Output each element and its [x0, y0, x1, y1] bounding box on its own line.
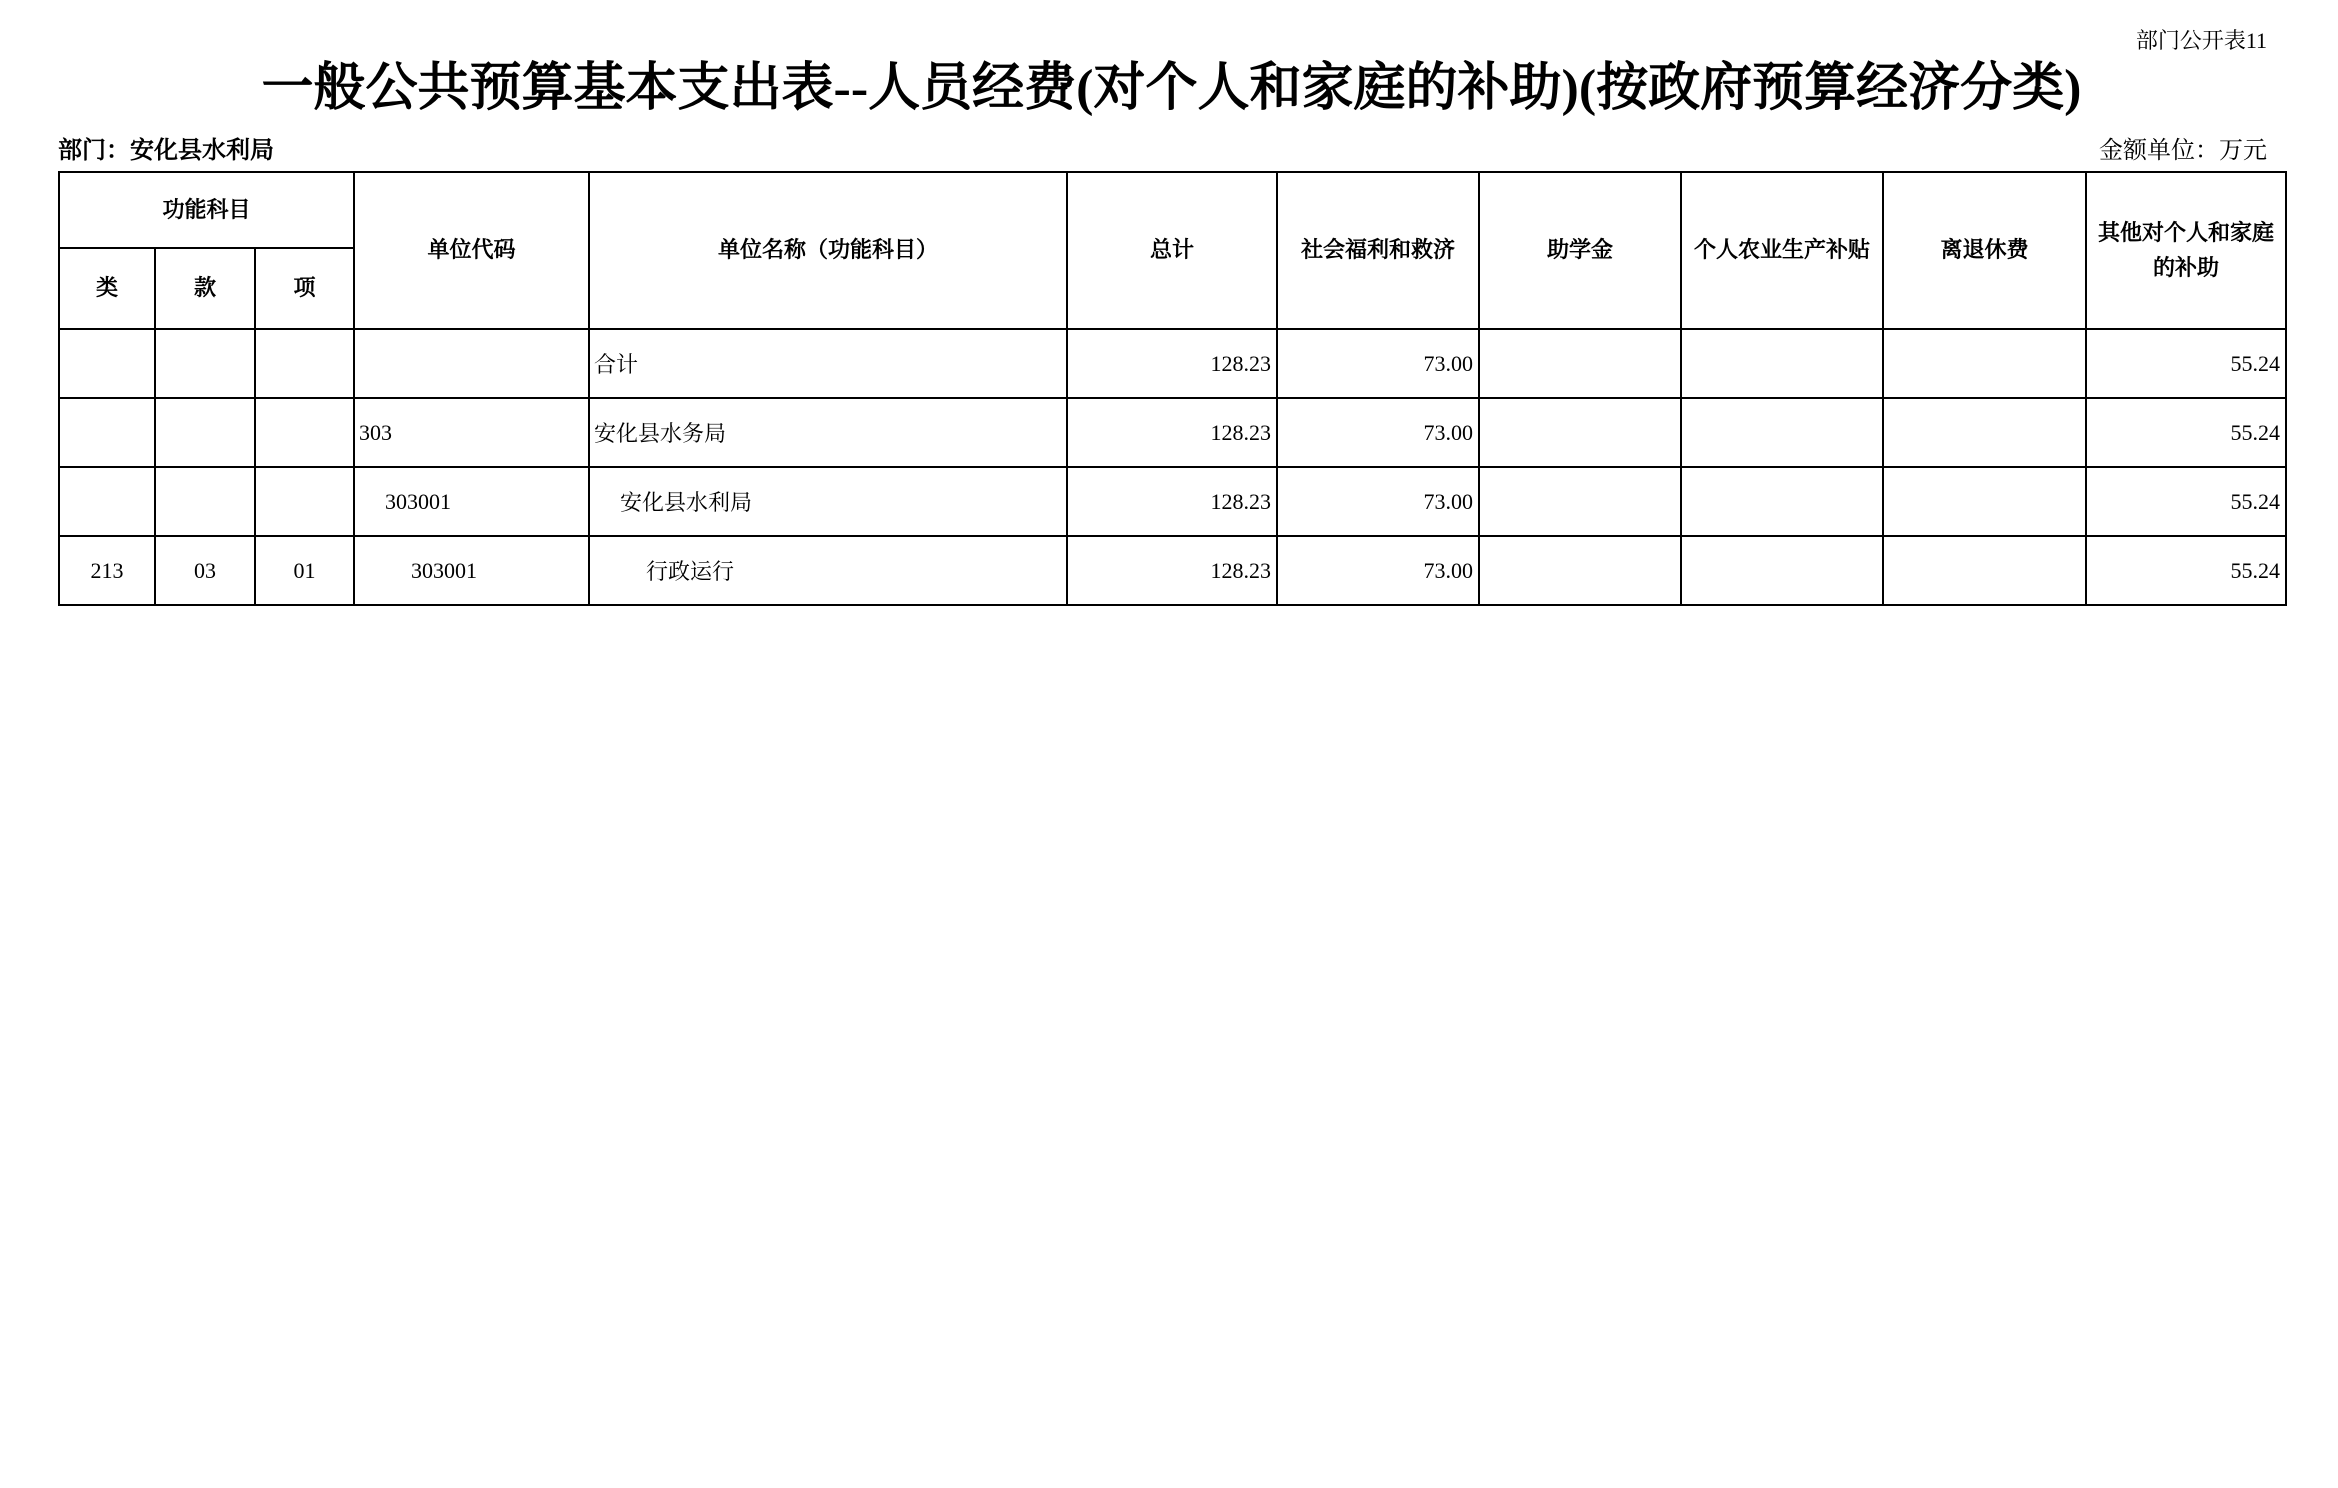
cell-item — [255, 398, 354, 467]
cell-unit-code: 303001 — [354, 467, 589, 536]
meta-row — [58, 130, 2285, 165]
cell-section — [155, 467, 255, 536]
header-unit-code: 单位代码 — [354, 172, 589, 329]
cell-unit-name: 安化县水务局 — [589, 398, 1067, 467]
header-other-subsidy: 其他对个人和家庭的补助 — [2086, 172, 2286, 329]
cell-social-welfare: 73.00 — [1277, 398, 1479, 467]
cell-retirement — [1883, 536, 2086, 605]
department-label: 部门：安化县水利局 — [58, 138, 274, 164]
table-row — [59, 398, 2286, 467]
cell-social-welfare: 73.00 — [1277, 467, 1479, 536]
amount-unit-label: 金额单位：万元 — [2099, 138, 2267, 164]
cell-total: 128.23 — [1067, 467, 1277, 536]
cell-scholarship — [1479, 398, 1681, 467]
cell-unit-code: 303001 — [354, 536, 589, 605]
header-agriculture-subsidy: 个人农业生产补贴 — [1681, 172, 1883, 329]
cell-retirement — [1883, 329, 2086, 398]
header-function-subject: 功能科目 — [59, 172, 354, 248]
cell-category — [59, 329, 155, 398]
cell-unit-name: 安化县水利局 — [589, 467, 1067, 536]
cell-unit-name: 行政运行 — [589, 536, 1067, 605]
table-row — [59, 467, 2286, 536]
cell-section — [155, 329, 255, 398]
cell-section: 03 — [155, 536, 255, 605]
header-category: 类 — [59, 248, 155, 329]
cell-social-welfare: 73.00 — [1277, 329, 1479, 398]
header-total: 总计 — [1067, 172, 1277, 329]
cell-category — [59, 467, 155, 536]
cell-retirement — [1883, 398, 2086, 467]
cell-other-subsidy: 55.24 — [2086, 398, 2286, 467]
table-row — [59, 536, 2286, 605]
cell-other-subsidy: 55.24 — [2086, 536, 2286, 605]
budget-table — [58, 171, 2287, 606]
cell-item — [255, 467, 354, 536]
header-scholarship: 助学金 — [1479, 172, 1681, 329]
page-title: 一般公共预算基本支出表--人员经费(对个人和家庭的补助)(按政府预算经济分类) — [261, 60, 2082, 117]
cell-total: 128.23 — [1067, 329, 1277, 398]
table-row-total — [59, 329, 2286, 398]
cell-retirement — [1883, 467, 2086, 536]
cell-agriculture-subsidy — [1681, 398, 1883, 467]
header-social-welfare: 社会福利和救济 — [1277, 172, 1479, 329]
header-section: 款 — [155, 248, 255, 329]
cell-scholarship — [1479, 329, 1681, 398]
cell-scholarship — [1479, 536, 1681, 605]
cell-category: 213 — [59, 536, 155, 605]
cell-social-welfare: 73.00 — [1277, 536, 1479, 605]
cell-other-subsidy: 55.24 — [2086, 329, 2286, 398]
budget-sheet — [0, 0, 2338, 606]
cell-other-subsidy: 55.24 — [2086, 467, 2286, 536]
header-row-1 — [59, 172, 2286, 248]
header-unit-name: 单位名称（功能科目） — [589, 172, 1067, 329]
cell-scholarship — [1479, 467, 1681, 536]
cell-item — [255, 329, 354, 398]
cell-total: 128.23 — [1067, 398, 1277, 467]
cell-agriculture-subsidy — [1681, 467, 1883, 536]
cell-category — [59, 398, 155, 467]
corner-label: 部门公开表11 — [2135, 28, 2267, 53]
cell-agriculture-subsidy — [1681, 536, 1883, 605]
cell-section — [155, 398, 255, 467]
cell-unit-code — [354, 329, 589, 398]
cell-total: 128.23 — [1067, 536, 1277, 605]
header-retirement: 离退休费 — [1883, 172, 2086, 329]
cell-item: 01 — [255, 536, 354, 605]
cell-agriculture-subsidy — [1681, 329, 1883, 398]
cell-unit-code: 303 — [354, 398, 589, 467]
header-item: 项 — [255, 248, 354, 329]
cell-unit-name: 合计 — [589, 329, 1067, 398]
